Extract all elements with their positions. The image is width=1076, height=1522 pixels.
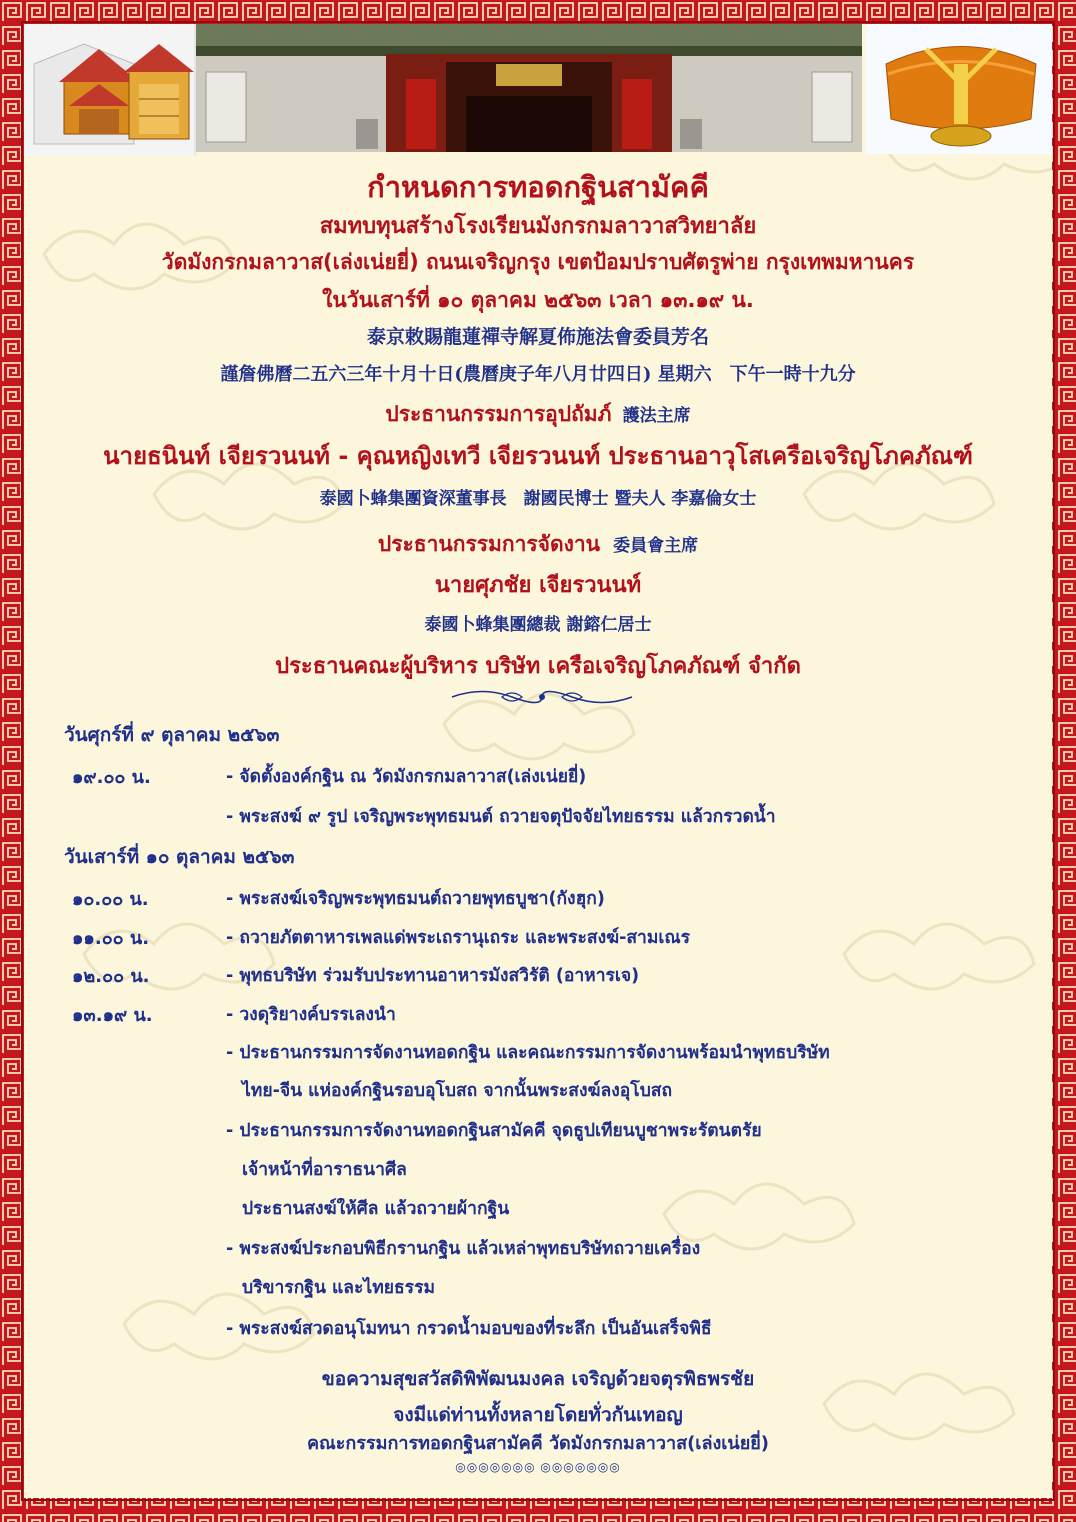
dot-ornament: ◎◎◎◎◎◎◎ ◎◎◎◎◎◎◎: [455, 1460, 621, 1474]
blessing-line-1: ขอความสุขสวัสดิพิพัฒนมงคล เจริญด้วยจตุรพิธพรชัย: [321, 1368, 755, 1390]
schedule-item: - วงดุริยางค์บรรเลงนำ: [226, 1005, 396, 1025]
time-label: ๑๓.๑๙ น.: [72, 1005, 153, 1026]
time-label: ๑๑.๐๐ น.: [72, 928, 150, 949]
schedule-day-saturday: วันเสาร์ที่ ๑๐ ตุลาคม ๒๕๖๓: [64, 846, 295, 868]
patron-role-thai: ประธานกรรมการอุปถัมภ์: [385, 402, 612, 426]
schedule-item-continued: ไทย-จีน แห่องค์กฐินรอบอุโบสถ จากนั้นพระสงฆ์ลงอุโบสถ: [242, 1081, 673, 1101]
chair-name-chinese: 泰國卜蜂集團總裁 謝鎔仁居士: [424, 615, 652, 635]
patron-role-chinese: 護法主席: [622, 406, 691, 426]
schedule-item-continued: เจ้าหน้าที่อาราธนาศีล: [242, 1160, 407, 1180]
time-label: ๑๙.๐๐ น.: [72, 767, 151, 788]
chinese-date: 謹詹佛曆二五六三年十月十日(農曆庚子年八月廿四日) 星期六 下午一時十九分: [220, 364, 856, 385]
patron-role: [24, 398, 1052, 431]
time-label: ๑๐.๐๐ น.: [72, 889, 149, 910]
schedule-item: - พระสงฆ์สวดอนุโมทนา กรวดน้ำมอบของที่ระลึก เป็นอันเสร็จพิธี: [226, 1319, 712, 1339]
location: วัดมังกรกมลาวาส(เล่งเน่ยยี่) ถนนเจริญกรุง เขตป้อมปราบศัตรูพ่าย กรุงเทพมหานคร: [161, 250, 915, 274]
schedule-item: - ประธานกรรมการจัดงานทอดกฐินสามัคคี จุดธูปเทียนบูชาพระรัตนตรัย: [226, 1121, 762, 1141]
schedule-item: - พุทธบริษัท ร่วมรับประทานอาหารมังสวิรัติ (อาหารเจ): [226, 966, 640, 986]
chair-position: ประธานคณะผู้บริหาร บริษัท เครือเจริญโภคภัณฑ์ จำกัด: [275, 654, 801, 679]
schedule-item: - จัดตั้งองค์กฐิน ณ วัดมังกรกมลาวาส(เล่งเน่ยยี่): [226, 767, 587, 787]
schedule-item: - ถวายภัตตาหารเพลแด่พระเถรานุเถระ และพระสงฆ์-สามเณร: [226, 928, 691, 948]
schedule-item: - ประธานกรรมการจัดงานทอดกฐิน และคณะกรรมการจัดงานพร้อมนำพุทธบริษัท: [226, 1043, 830, 1063]
time-label: ๑๒.๐๐ น.: [72, 966, 150, 987]
chair-role-chinese: 委員會主席: [613, 536, 699, 556]
subtitle: สมทบทุนสร้างโรงเรียนมังกรกมลาวาสวิทยาลัย: [319, 214, 757, 239]
committee-signature: คณะกรรมการทอดกฐินสามัคคี วัดมังกรกมลาวาส(เล่งเน่ยยี่): [306, 1433, 770, 1454]
schedule-item: - พระสงฆ์ ๙ รูป เจริญพระพุทธมนต์ ถวายจตุปัจจัยไทยธรรม แล้วกรวดน้ำ: [226, 807, 776, 827]
chair-name: นายศุภชัย เจียรวนนท์: [434, 573, 642, 598]
ornament-divider: [442, 686, 642, 708]
patron-names: นายธนินท์ เจียรวนนท์ - คุณหญิงเทวี เจียรวนนท์ ประธานอาวุโสเครือเจริญโภคภัณฑ์: [103, 442, 973, 470]
blessing-line-2: จงมีแด่ท่านทั้งหลายโดยทั่วกันเทอญ: [393, 1404, 683, 1426]
poster-body: [24, 24, 1052, 1498]
event-date: ในวันเสาร์ที่ ๑๐ ตุลาคม ๒๕๖๓ เวลา ๑๓.๑๙ น.: [322, 288, 754, 312]
poster-content: [24, 24, 1052, 1498]
schedule-item: - พระสงฆ์เจริญพระพุทธมนต์ถวายพุทธบูชา(กังฮุก): [226, 889, 605, 909]
chair-role-thai: ประธานกรรมการจัดงาน: [377, 532, 600, 556]
schedule-item-continued: บริขารกฐิน และไทยธรรม: [242, 1278, 436, 1298]
schedule-item-continued: ประธานสงฆ์ให้ศีล แล้วถวายผ้ากฐิน: [242, 1199, 510, 1219]
schedule-item: - พระสงฆ์ประกอบพิธีกรานกฐิน แล้วเหล่าพุทธบริษัทถวายเครื่อง: [226, 1239, 701, 1259]
chinese-title: 泰京敕賜龍蓮禪寺解夏佈施法會委員芳名: [366, 326, 709, 348]
page-title: กำหนดการทอดกฐินสามัคคี: [367, 170, 709, 204]
chair-role: [24, 528, 1052, 561]
schedule-day-friday: วันศุกร์ที่ ๙ ตุลาคม ๒๕๖๓: [64, 724, 280, 746]
patron-names-chinese: 泰國卜蜂集團資深董事長 謝國民博士 暨夫人 李嘉倫女士: [319, 489, 757, 509]
